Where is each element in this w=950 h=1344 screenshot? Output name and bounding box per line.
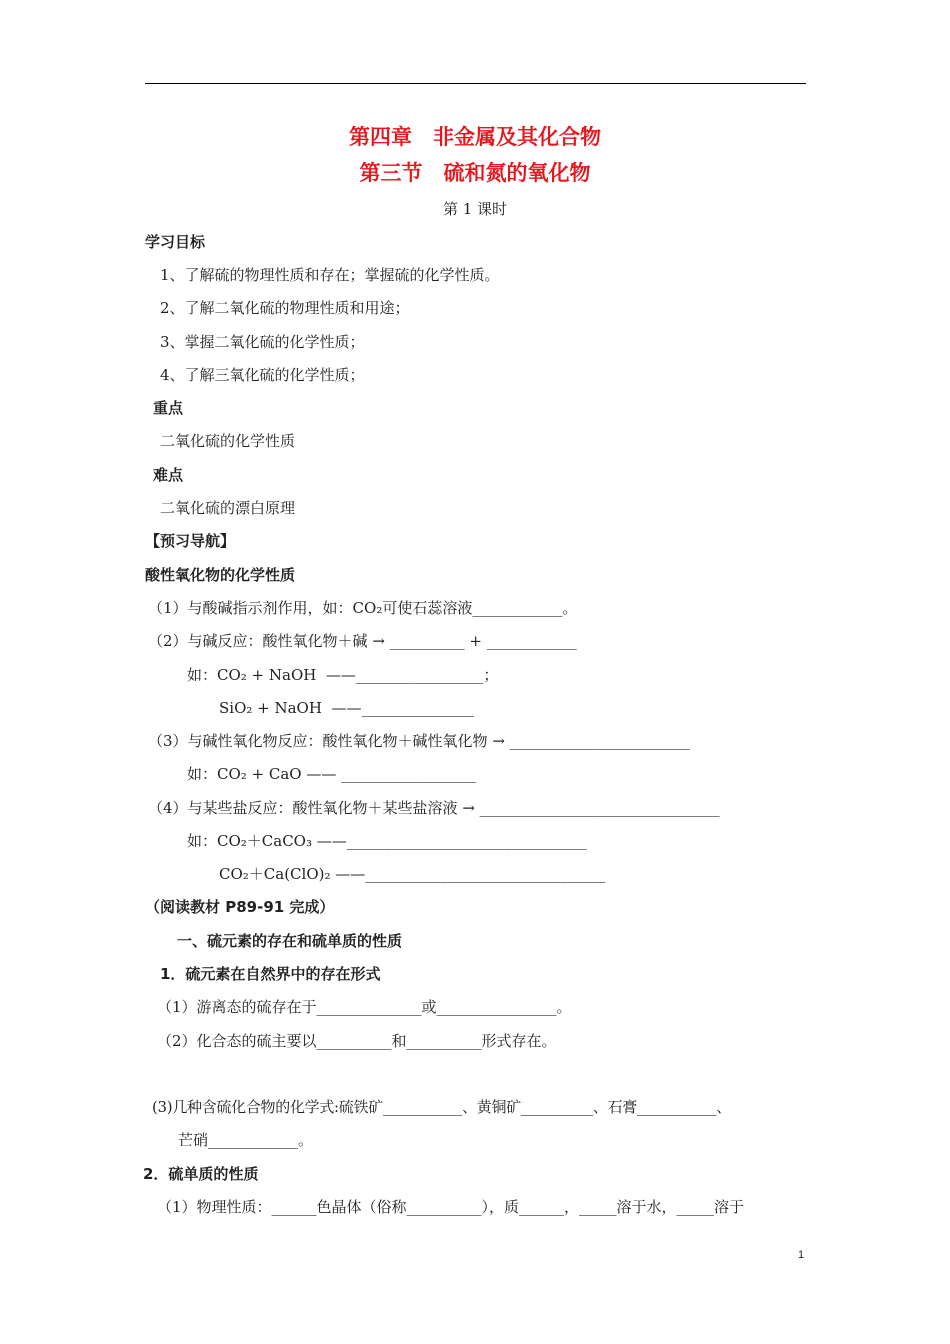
exercise-line: 如：CO₂ + CaO —— __________________	[187, 765, 477, 783]
key-heading: 重点	[153, 399, 184, 417]
lesson-label: 第 1 课时	[442, 200, 508, 218]
exercise-line: CO₂＋Ca(ClO)₂ ——________________________________	[219, 865, 606, 883]
exercise-line: （2）化合态的硫主要以__________和__________形式存在。	[157, 1032, 557, 1050]
exercise-line: SiO₂ + NaOH ——_______________	[219, 699, 474, 717]
exercise-line: （2）与碱反应：酸性氧化物＋碱 → __________ + ____________	[148, 632, 577, 650]
subsection-heading: 1．硫元素在自然界中的存在形式	[160, 965, 381, 983]
difficult-heading: 难点	[153, 466, 184, 484]
exercise-line: （3）与碱性氧化物反应：酸性氧化物＋碱性氧化物 → ________________________	[148, 732, 690, 750]
exercise-line: （1）游离态的硫存在于______________或________________。	[157, 998, 572, 1016]
objective-item: 3、掌握二氧化硫的化学性质；	[160, 333, 365, 351]
chapter-title: 第四章 非金属及其化合物	[349, 125, 601, 149]
header-rule	[145, 83, 806, 84]
exercise-line: 芒硝____________。	[178, 1131, 314, 1149]
exercise-line: 如：CO₂ + NaOH ——_________________；	[187, 666, 499, 684]
page-number: 1	[798, 1249, 805, 1261]
objective-item: 1、了解硫的物理性质和存在；掌握硫的化学性质。	[160, 266, 500, 284]
objective-item: 2、了解二氧化硫的物理性质和用途；	[160, 299, 410, 317]
exercise-line: （1）与酸碱指示剂作用，如：CO₂可使石蕊溶液____________。	[148, 599, 578, 617]
exercise-line: 如：CO₂＋CaCO₃ ——________________________________	[187, 832, 587, 850]
objectives-heading: 学习目标	[145, 233, 206, 251]
exercise-line: （1）物理性质：______色晶体（俗称__________），质______，_____溶于水，_____溶于	[157, 1198, 745, 1216]
exercise-line: （4）与某些盐反应：酸性氧化物＋某些盐溶液 → ________________________________	[148, 799, 720, 817]
key-text: 二氧化硫的化学性质	[160, 432, 296, 450]
acid-oxide-heading: 酸性氧化物的化学性质	[145, 566, 296, 584]
difficult-text: 二氧化硫的漂白原理	[160, 499, 296, 517]
reading-note: （阅读教材 P89-91 完成）	[145, 898, 335, 916]
section-title: 第三节 硫和氮的氧化物	[359, 161, 591, 185]
exercise-line: (3)几种含硫化合物的化学式:硫铁矿___________、黄铜矿__________、石膏___________、	[152, 1098, 731, 1116]
section-heading: 一、硫元素的存在和硫单质的性质	[177, 932, 403, 950]
objective-item: 4、了解三氧化硫的化学性质；	[160, 366, 365, 384]
preview-heading: 【预习导航】	[145, 532, 236, 550]
subsection-heading: 2．硫单质的性质	[143, 1165, 259, 1183]
